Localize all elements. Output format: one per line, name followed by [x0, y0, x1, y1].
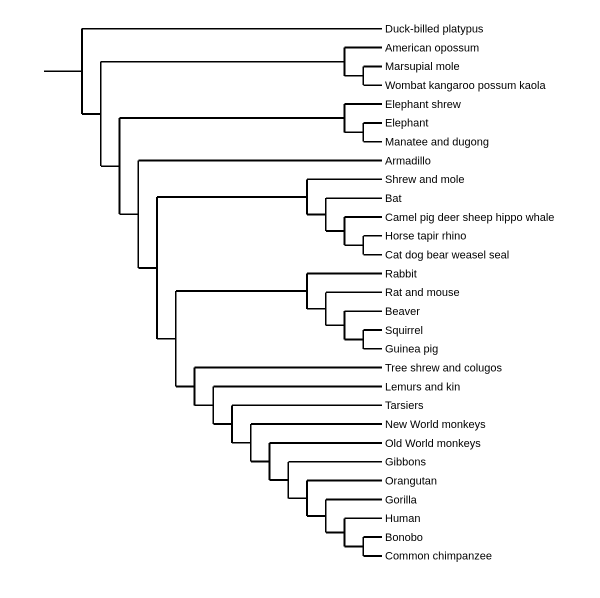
leaf-label: Wombat kangaroo possum kaola: [385, 79, 546, 92]
leaf-label: Squirrel: [385, 324, 423, 337]
leaf-label: Rabbit: [385, 268, 417, 281]
leaf-label: Guinea pig: [385, 343, 439, 356]
leaf-label: Bonobo: [385, 531, 423, 544]
leaf-label: Shrew and mole: [385, 174, 465, 187]
leaf-label: Common chimpanzee: [385, 550, 492, 563]
leaf-label: Manatee and dugong: [385, 136, 489, 149]
leaf-label: Duck-billed platypus: [385, 23, 484, 36]
leaf-label: Tarsiers: [385, 400, 424, 413]
leaf-label: Elephant shrew: [385, 98, 461, 111]
leaf-label: Rat and mouse: [385, 287, 460, 300]
leaf-label: Beaver: [385, 305, 420, 318]
leaf-label: Orangutan: [385, 475, 437, 488]
leaf-label: Human: [385, 513, 421, 526]
leaf-label: Lemurs and kin: [385, 381, 461, 394]
leaf-label: Gorilla: [385, 494, 417, 507]
leaf-label: Camel pig deer sheep hippo whale: [385, 211, 555, 224]
leaf-label: Marsupial mole: [385, 61, 460, 74]
leaf-label: Horse tapir rhino: [385, 230, 467, 243]
leaf-label: Bat: [385, 192, 402, 205]
leaf-label: Cat dog bear weasel seal: [385, 249, 510, 262]
leaf-label: New World monkeys: [385, 418, 486, 431]
leaf-label: Armadillo: [385, 155, 431, 168]
leaf-label: Tree shrew and colugos: [385, 362, 502, 375]
leaf-label: Gibbons: [385, 456, 426, 469]
leaf-label: Old World monkeys: [385, 437, 481, 450]
leaf-label: Elephant: [385, 117, 429, 130]
leaf-label: American opossum: [385, 42, 480, 55]
